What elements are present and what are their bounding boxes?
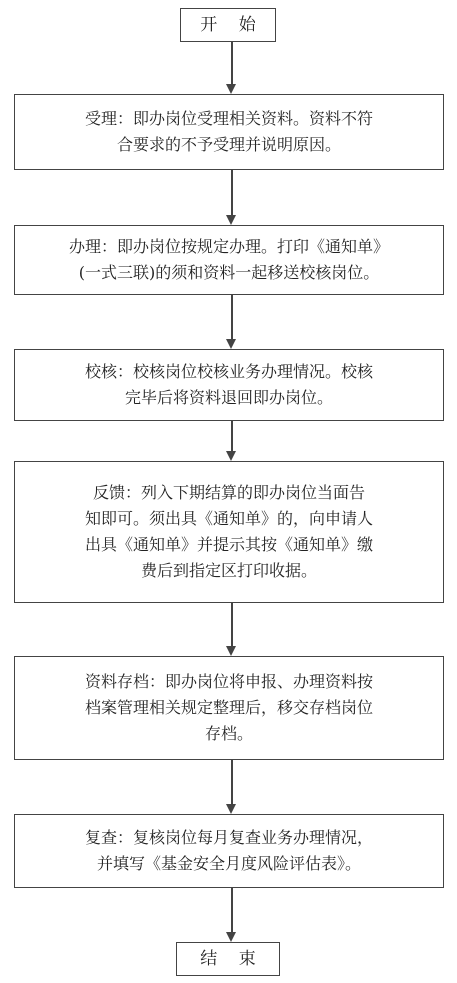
- end-label: 结 束: [200, 949, 264, 969]
- connector-step3-step4: [231, 421, 233, 451]
- step-verify: [14, 349, 444, 421]
- step-feedback-line2: 知即可。须出具《通知单》的，向申请人: [84, 509, 373, 528]
- step-feedback: [14, 461, 444, 603]
- arrow-step6-end: [226, 932, 236, 942]
- connector-step5-step6: [231, 760, 233, 804]
- start-node: [180, 8, 276, 42]
- arrow-step1-step2: [226, 215, 236, 225]
- step-archive-line2: 档案管理相关规定整理后，移交存档岗位: [84, 698, 373, 717]
- arrow-step5-step6: [226, 804, 236, 814]
- arrow-step4-step5: [226, 646, 236, 656]
- step-process-line1: 办理：即办岗位按规定办理。打印《通知单》: [68, 237, 389, 256]
- start-label: 开 始: [200, 15, 264, 35]
- connector-step2-step3: [231, 295, 233, 339]
- connector-start-step1: [231, 42, 233, 84]
- step-accept: [14, 94, 444, 170]
- step-feedback-line1: 反馈：列入下期结算的即办岗位当面告: [92, 483, 365, 502]
- step-accept-line2: 合要求的不予受理并说明原因。: [116, 135, 341, 154]
- step-review-line2: 并填写《基金安全月度风险评估表》。: [96, 854, 361, 873]
- connector-step6-end: [231, 888, 233, 932]
- step-review: [14, 814, 444, 888]
- step-feedback-line4: 费后到指定区打印收据。: [140, 561, 317, 580]
- arrow-step3-step4: [226, 451, 236, 461]
- step-archive: [14, 656, 444, 760]
- step-accept-line1: 受理：即办岗位受理相关资料。资料不符: [84, 109, 373, 128]
- step-archive-line1: 资料存档：即办岗位将申报、办理资料按: [84, 672, 373, 691]
- connector-step4-step5: [231, 603, 233, 646]
- step-verify-line2: 完毕后将资料退回即办岗位。: [124, 388, 333, 407]
- step-process: [14, 225, 444, 295]
- step-feedback-line3: 出具《通知单》并提示其按《通知单》缴: [84, 535, 373, 554]
- step-review-line1: 复查：复核岗位每月复查业务办理情况，: [84, 828, 373, 847]
- step-verify-line1: 校核：校核岗位校核业务办理情况。校核: [84, 362, 373, 381]
- step-archive-line3: 存档。: [204, 724, 253, 743]
- connector-step1-step2: [231, 170, 233, 215]
- arrow-step2-step3: [226, 339, 236, 349]
- arrow-start-step1: [226, 84, 236, 94]
- step-process-line2: (一式三联)的须和资料一起移送校核岗位。: [78, 263, 380, 282]
- end-node: [176, 942, 280, 976]
